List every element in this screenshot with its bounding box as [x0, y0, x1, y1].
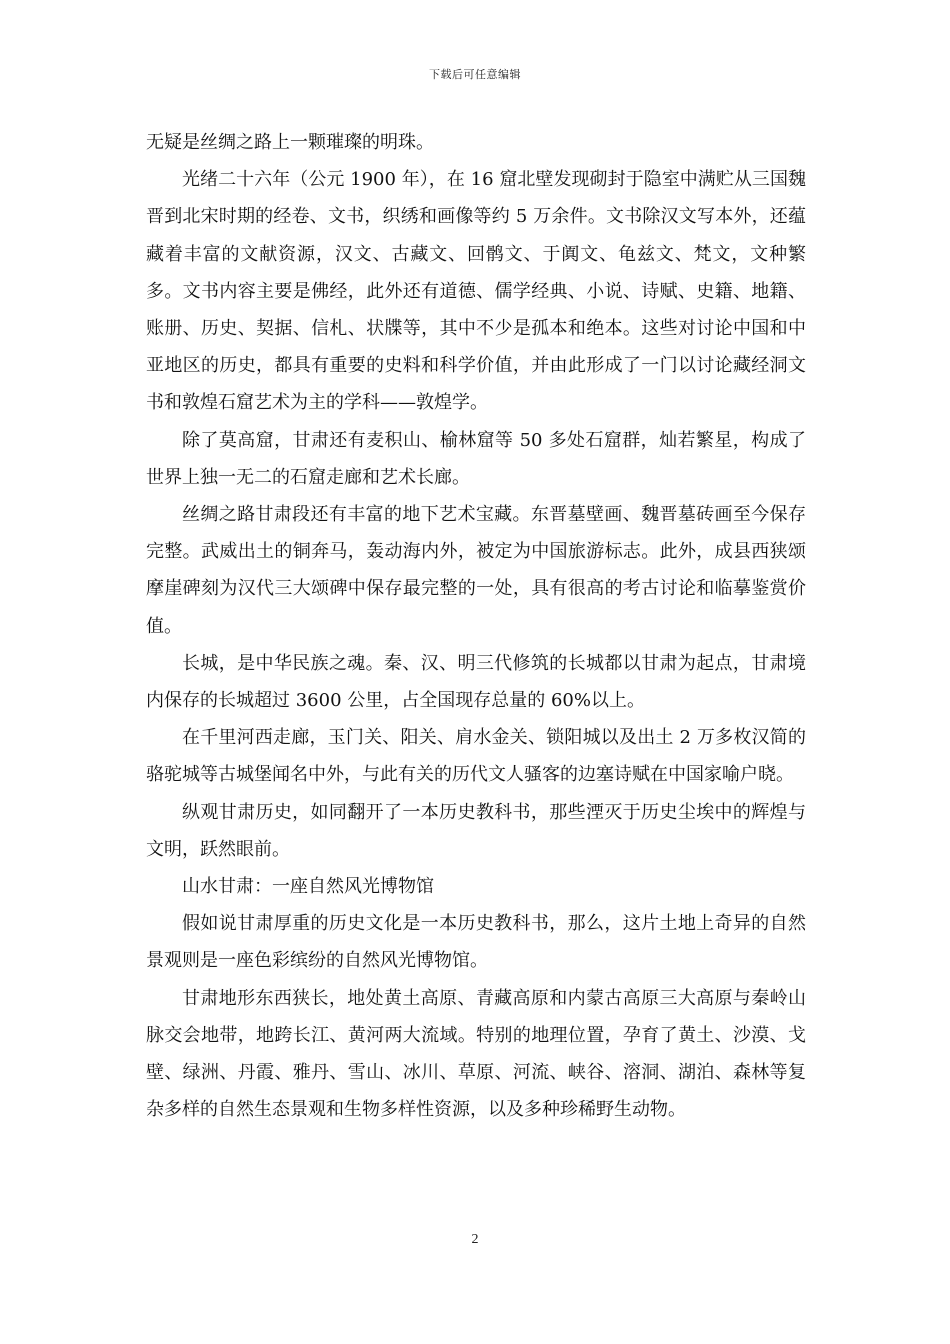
- paragraph-grottoes: 除了莫高窟，甘肃还有麦积山、榆林窟等 50 多处石窟群，灿若繁星，构成了世界上独一无二的石窟走廊和艺术长廊。: [146, 429, 806, 488]
- paragraph-nature-museum: 假如说甘肃厚重的历史文化是一本历史教科书，那么，这片土地上奇异的自然景观则是一座色彩缤纷的自然风光博物馆。: [146, 913, 806, 972]
- paragraph-history-summary: 纵观甘肃历史，如同翻开了一本历史教科书，那些湮灭于历史尘埃中的辉煌与文明，跃然眼前。: [146, 801, 806, 860]
- section-heading: 山水甘肃：一座自然风光博物馆: [182, 876, 434, 898]
- page-number: 2: [471, 1232, 479, 1247]
- paragraph-great-wall: 长城，是中华民族之魂。秦、汉、明三代修筑的长城都以甘肃为起点，甘肃境内保存的长城超过 3600 公里，占全国现存总量的 60%以上。: [146, 652, 806, 712]
- document-body: [146, 124, 806, 1128]
- paragraph-geography: 甘肃地形东西狭长，地处黄土高原、青藏高原和内蒙古高原三大高原与秦岭山脉交会地带，地跨长江、黄河两大流域。特别的地理位置，孕育了黄土、沙漠、戈壁、绿洲、丹霞、雅丹、雪山、冰川、草原、河流、峡谷、溶洞、湖泊、森林等复杂多样的自然生态景观和生物多样性资源，以及多种珍稀野生动物。: [146, 987, 806, 1121]
- paragraph-underground-art: 丝绸之路甘肃段还有丰富的地下艺术宝藏。东晋墓壁画、魏晋墓砖画至今保存完整。武威出土的铜奔马，轰动海内外，被定为中国旅游标志。此外，成县西狭颂摩崖碑刻为汉代三大颂碑中保存最完整的一处，具有很高的考古讨论和临摹鉴赏价值。: [146, 504, 806, 637]
- page-header: 下载后可任意编辑: [429, 68, 521, 81]
- paragraph-continuation: 无疑是丝绸之路上一颗璀璨的明珠。: [146, 132, 434, 153]
- paragraph-dunhuang-documents: 光绪二十六年（公元 1900 年），在 16 窟北壁发现砌封于隐室中满贮从三国魏晋到北宋时期的经卷、文书，织绣和画像等约 5 万余件。文书除汉文写本外，还蕴藏着丰富的文献资源，汉文、古藏文、回鹘文、于阗文、龟兹文、梵文，文种繁多。文书内容主要是佛经，此外还有道德、儒学经典、小说、诗赋、史籍、地籍、账册、历史、契据、信札、状牒等，其中不少是孤本和绝本。这些对讨论中国和中亚地区的历史，都具有重要的史料和科学价值，并由此形成了一门以讨论藏经洞文书和敦煌石窟艺术为主的学科——敦煌学。: [146, 169, 806, 414]
- paragraph-hexi-corridor: 在千里河西走廊，玉门关、阳关、肩水金关、锁阳城以及出土 2 万多枚汉简的骆驼城等古城堡闻名中外，与此有关的历代文人骚客的边塞诗赋在中国家喻户晓。: [146, 727, 806, 786]
